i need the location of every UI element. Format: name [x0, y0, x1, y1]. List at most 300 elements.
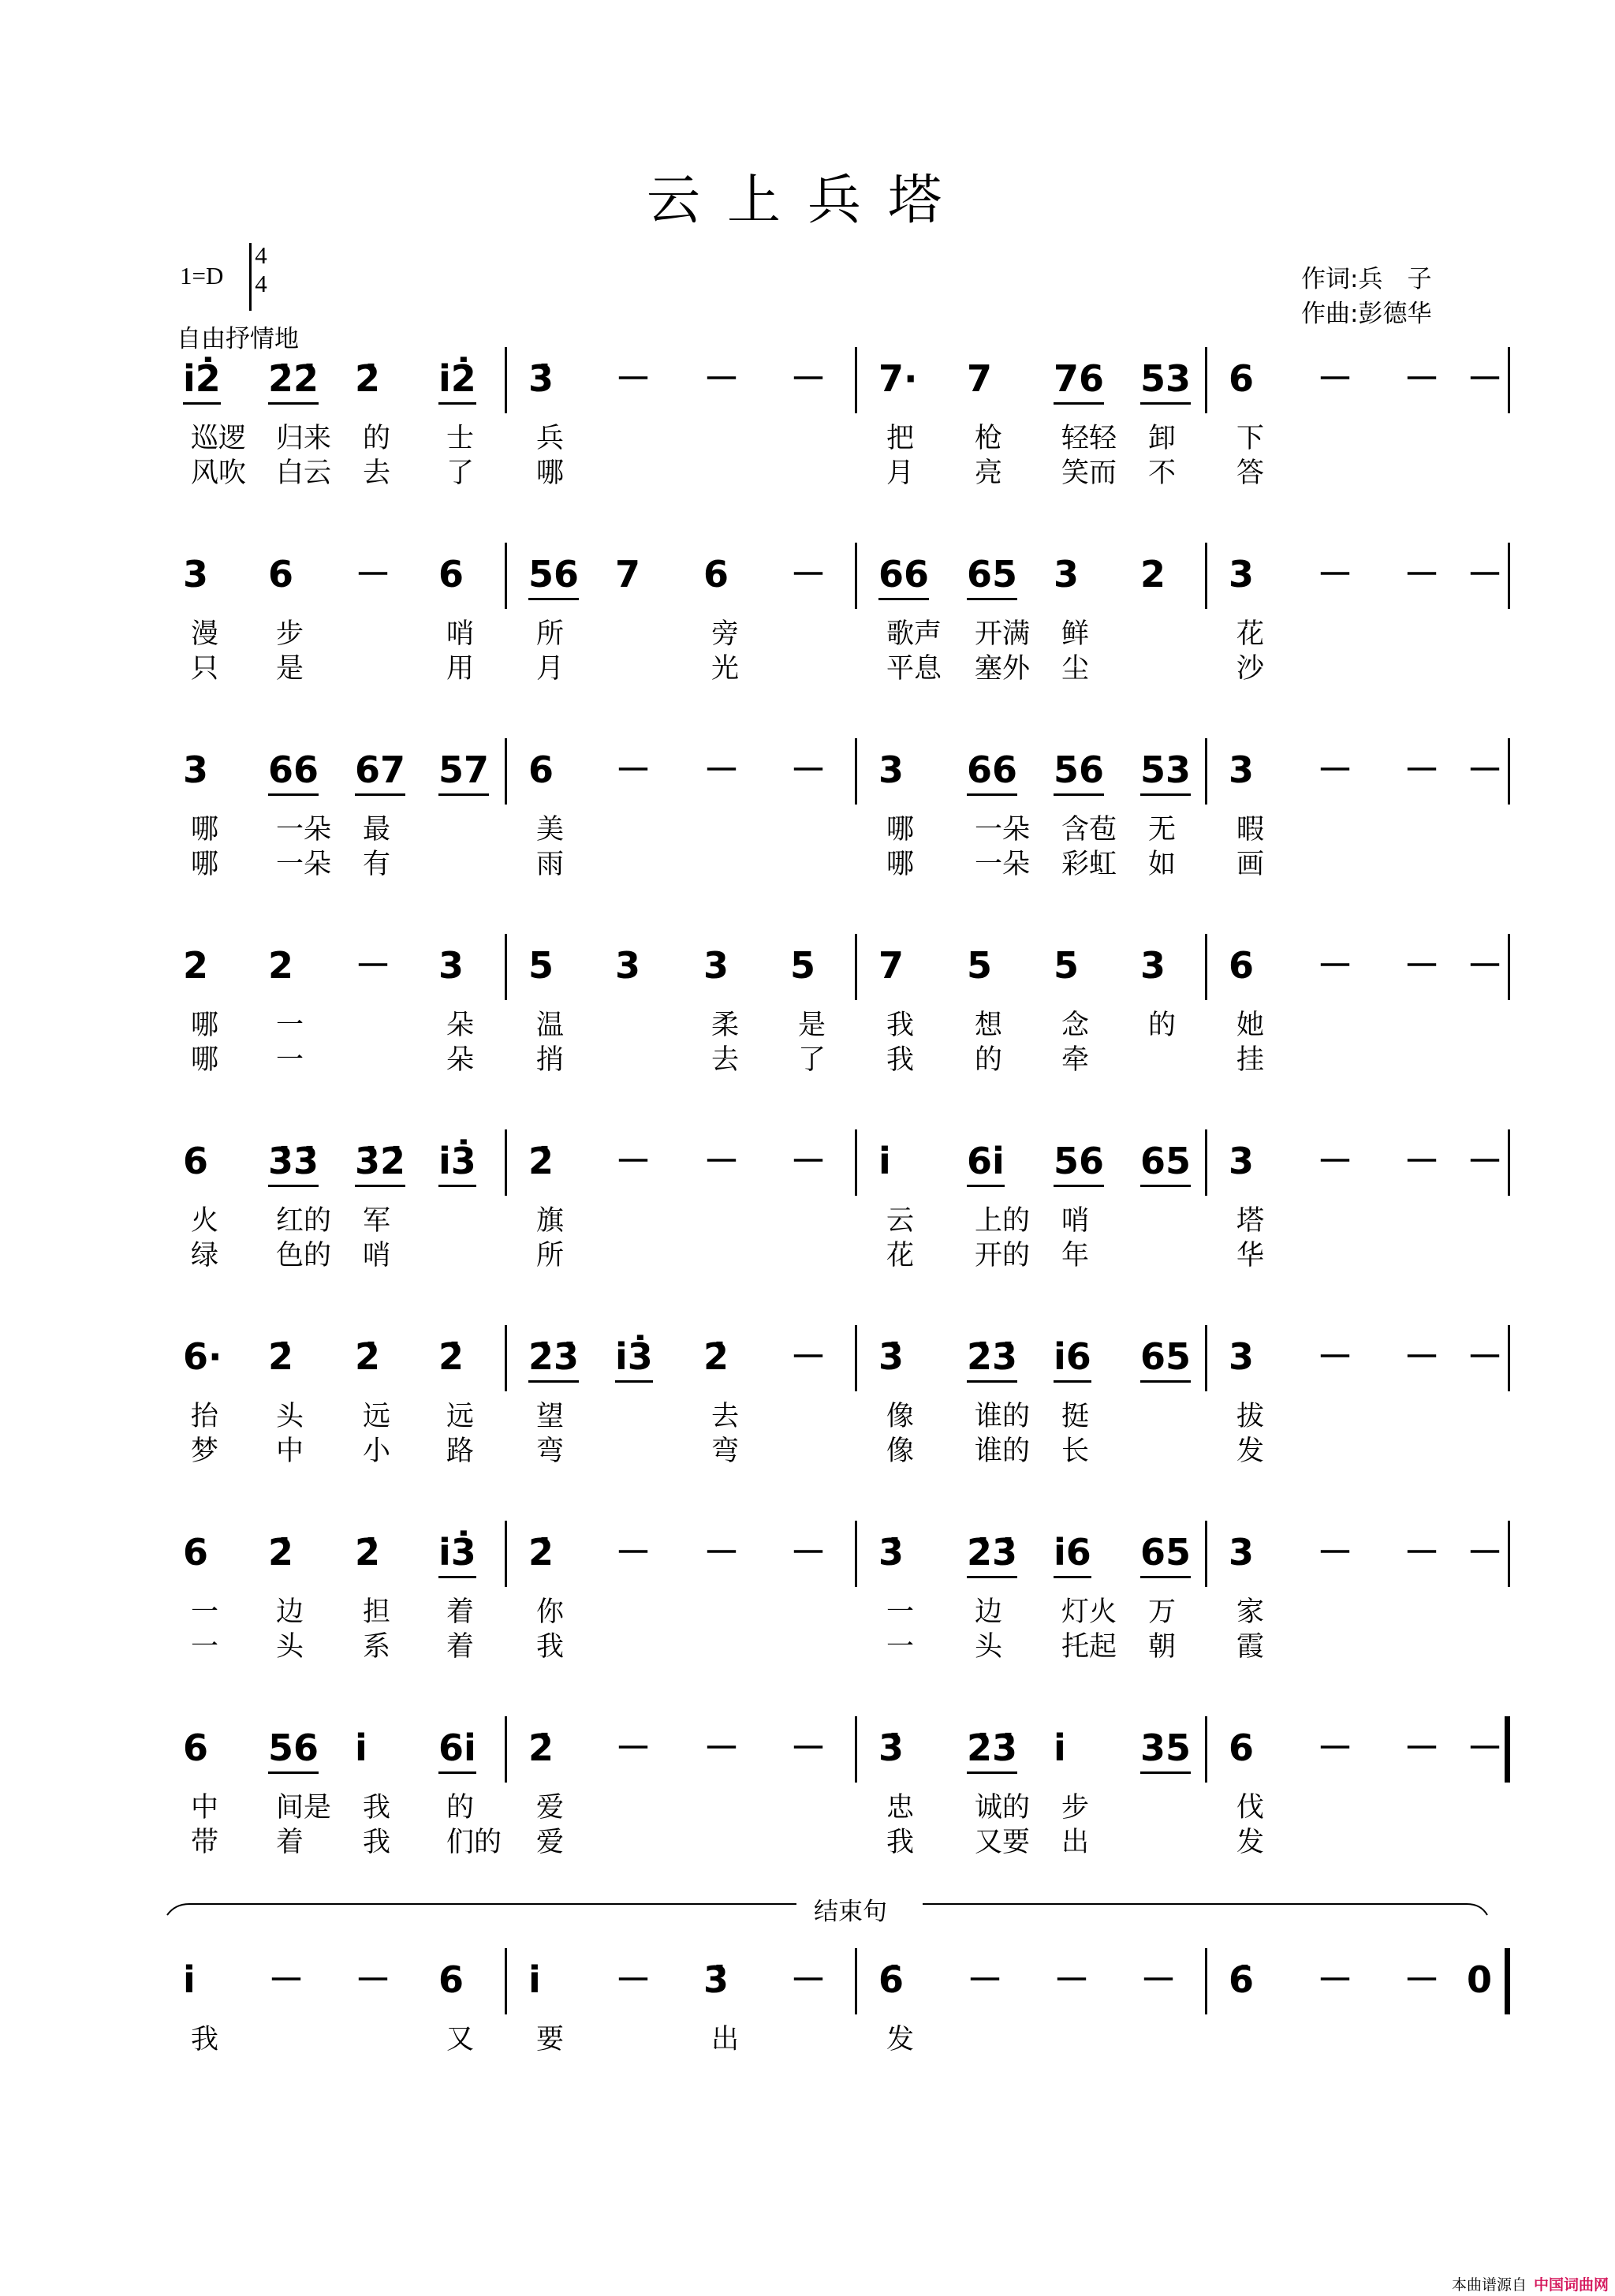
- lyric-verse-1: 像: [886, 1401, 915, 1432]
- lyric-verse-1: 又: [446, 2024, 475, 2055]
- note: 53: [1140, 357, 1191, 405]
- note: 66: [268, 748, 319, 796]
- lyric-verse-1: 我: [886, 1010, 915, 1041]
- note: －: [1404, 1958, 1440, 2001]
- note: －: [1404, 749, 1440, 791]
- lyric-verse-1: 所: [536, 618, 565, 650]
- lyric-verse-2: 中: [276, 1435, 304, 1467]
- note: i6: [1054, 1335, 1091, 1383]
- note: 5: [967, 944, 993, 987]
- lyric-verse-2: 笑而: [1061, 457, 1117, 489]
- lyric-verse-1: 塔: [1236, 1205, 1265, 1237]
- note: －: [1317, 1958, 1353, 2001]
- lyric-verse-2: 有: [363, 849, 391, 880]
- note: 2̇: [268, 1335, 294, 1378]
- note: 65: [1140, 1530, 1191, 1578]
- lyric-verse-1: 担: [363, 1596, 391, 1628]
- lyric-verse-1: 边: [276, 1596, 304, 1628]
- lyric-verse-2: 光: [711, 653, 740, 685]
- note: 6: [703, 553, 729, 595]
- note: －: [1467, 1531, 1503, 1574]
- lyric-verse-2: 哪: [886, 849, 915, 880]
- lyric-verse-2: 朝: [1148, 1631, 1177, 1663]
- note: 3: [878, 749, 904, 791]
- note: 56: [528, 552, 579, 600]
- lyric-verse-1: 红的: [276, 1205, 332, 1237]
- lyric-verse-1: 旗: [536, 1205, 565, 1237]
- note: i: [183, 1958, 196, 2001]
- note: 3̇2̇: [355, 1139, 405, 1187]
- lyric-verse-2: 一朵: [975, 849, 1031, 880]
- note: －: [1317, 553, 1353, 595]
- lyric-verse-2: 所: [536, 1240, 565, 1271]
- lyric-verse-1: 忠: [886, 1792, 915, 1824]
- lyric-verse-1: 哪: [886, 814, 915, 846]
- note: i: [878, 1140, 891, 1182]
- lyric-verse-2: 谁的: [975, 1435, 1031, 1467]
- note: －: [1317, 357, 1353, 400]
- note: 2̇: [528, 1727, 554, 1769]
- note: 2̇: [438, 1335, 464, 1378]
- note: 2: [268, 944, 294, 987]
- note: －: [355, 1958, 391, 2001]
- lyric-verse-2: 画: [1236, 849, 1265, 880]
- note: －: [1404, 1531, 1440, 1574]
- lyric-verse-2: 哪: [191, 1044, 219, 1076]
- note: 6: [183, 1531, 209, 1574]
- footer-source: 本曲谱源自: [1451, 2276, 1527, 2294]
- lyric-verse-1: 要: [536, 2024, 565, 2055]
- lyric-verse-2: 我: [363, 1827, 391, 1858]
- note: i2̇: [183, 357, 221, 405]
- lyric-verse-1: 灯火: [1061, 1596, 1117, 1628]
- note: 2̇: [268, 1531, 294, 1574]
- note: i6: [1054, 1530, 1091, 1578]
- lyric-verse-1: 想: [975, 1010, 1003, 1041]
- lyric-verse-1: 云: [886, 1205, 915, 1237]
- note: －: [703, 1727, 740, 1769]
- lyric-verse-2: 平息: [886, 653, 942, 685]
- tempo-marking: 自由抒情地: [177, 325, 299, 353]
- lyric-verse-1: 含苞: [1061, 814, 1117, 846]
- note: 6: [1229, 357, 1255, 400]
- lyric-verse-1: 我: [191, 2024, 219, 2055]
- lyric-verse-1: 的: [363, 423, 391, 454]
- note: －: [355, 944, 391, 987]
- lyric-verse-1: 头: [276, 1401, 304, 1432]
- lyric-verse-1: 一朵: [276, 814, 332, 846]
- lyric-verse-1: 一: [191, 1596, 219, 1628]
- note: －: [1404, 357, 1440, 400]
- note: －: [615, 1140, 651, 1182]
- note: －: [615, 357, 651, 400]
- note: 2̇: [355, 1531, 381, 1574]
- note: 2̇: [355, 1335, 381, 1378]
- note: 2̇2̇: [268, 357, 319, 405]
- note: －: [790, 1531, 826, 1574]
- lyric-verse-2: 开的: [975, 1240, 1031, 1271]
- lyric-verse-1: 上的: [975, 1205, 1031, 1237]
- lyric-verse-1: 步: [1061, 1792, 1090, 1824]
- lyric-verse-2: 哪: [191, 849, 219, 880]
- note: 6i: [967, 1139, 1005, 1187]
- lyric-verse-2: 牵: [1061, 1044, 1090, 1076]
- lyric-verse-2: 如: [1148, 849, 1177, 880]
- lyric-verse-2: 沙: [1236, 653, 1265, 685]
- lyric-verse-1: 歌声: [886, 618, 942, 650]
- note: 7·: [878, 357, 918, 400]
- note: 2̇3̇: [528, 1335, 579, 1383]
- note: 6̇: [1229, 1958, 1255, 2001]
- lyric-verse-1: 你: [536, 1596, 565, 1628]
- lyric-verse-2: 花: [886, 1240, 915, 1271]
- lyric-verse-1: 漫: [191, 618, 219, 650]
- lyric-verse-1: 哪: [191, 1010, 219, 1041]
- lyric-verse-2: 一朵: [276, 849, 332, 880]
- lyric-verse-1: 一朵: [975, 814, 1031, 846]
- note: －: [1467, 1140, 1503, 1182]
- note: 56: [1054, 1139, 1104, 1187]
- lyric-verse-1: 鲜: [1061, 618, 1090, 650]
- lyric-verse-1: 的: [1148, 1010, 1177, 1041]
- note: 56: [1054, 748, 1104, 796]
- note: i3̇: [615, 1335, 653, 1383]
- lyric-verse-2: 系: [363, 1631, 391, 1663]
- lyric-verse-1: 念: [1061, 1010, 1090, 1041]
- lyric-verse-1: 轻轻: [1061, 423, 1117, 454]
- note: 6: [183, 1140, 209, 1182]
- note: 65: [1140, 1335, 1191, 1383]
- lyric-verse-1: 诚的: [975, 1792, 1031, 1824]
- note: －: [615, 1958, 651, 2001]
- note: 5: [528, 944, 554, 987]
- note: －: [1317, 1140, 1353, 1182]
- note: －: [1404, 944, 1440, 987]
- note: 6: [1229, 944, 1255, 987]
- note: 2: [183, 944, 209, 987]
- lyric-verse-2: 彩虹: [1061, 849, 1117, 880]
- lyric-verse-1: 柔: [711, 1010, 740, 1041]
- lyric-verse-1: 哨: [1061, 1205, 1090, 1237]
- lyric-verse-1: 她: [1236, 1010, 1265, 1041]
- time-signature-bottom: 4: [255, 270, 267, 297]
- lyric-verse-2: 绿: [191, 1240, 219, 1271]
- lyric-verse-1: 把: [886, 423, 915, 454]
- lyric-verse-2: 出: [1061, 1827, 1090, 1858]
- note: 3: [1229, 553, 1255, 595]
- note: －: [703, 749, 740, 791]
- lyric-verse-1: 拔: [1236, 1401, 1265, 1432]
- lyric-verse-1: 远: [363, 1401, 391, 1432]
- lyric-verse-2: 月: [886, 457, 915, 489]
- lyric-verse-2: 霞: [1236, 1631, 1265, 1663]
- note: 57: [438, 748, 489, 796]
- lyric-verse-2: 我: [886, 1044, 915, 1076]
- note: －: [1317, 944, 1353, 987]
- note: 3: [183, 553, 209, 595]
- lyric-verse-2: 尘: [1061, 653, 1090, 685]
- note: 5: [790, 944, 816, 987]
- note: －: [790, 1727, 826, 1769]
- note: －: [1317, 1335, 1353, 1378]
- note: 3̇3̇: [268, 1139, 319, 1187]
- lyric-verse-1: 谁的: [975, 1401, 1031, 1432]
- note: 3: [1229, 749, 1255, 791]
- note: 65: [1140, 1139, 1191, 1187]
- note: 3̇: [878, 1531, 904, 1574]
- note: －: [1467, 553, 1503, 595]
- note: 7: [878, 944, 904, 987]
- note: －: [790, 749, 826, 791]
- note: i3̇: [438, 1530, 476, 1578]
- note: 3̇: [878, 1727, 904, 1769]
- lyric-verse-1: 望: [536, 1401, 565, 1432]
- song-title: 云上兵塔: [646, 170, 968, 232]
- note: 6: [438, 1958, 464, 2001]
- note: 6i: [438, 1726, 476, 1774]
- lyric-verse-2: 又要: [975, 1827, 1031, 1858]
- lyric-verse-1: 朵: [446, 1010, 475, 1041]
- lyric-verse-1: 花: [1236, 618, 1265, 650]
- note: 3: [1140, 944, 1166, 987]
- lyric-verse-1: 挺: [1061, 1401, 1090, 1432]
- lyric-verse-2: 的: [975, 1044, 1003, 1076]
- footer-site: 中国词曲网: [1533, 2276, 1609, 2294]
- lyric-verse-2: 塞外: [975, 653, 1031, 685]
- lyric-verse-2: 白云: [276, 457, 332, 489]
- note: －: [1404, 1727, 1440, 1769]
- note: 3: [438, 944, 464, 987]
- note: －: [1054, 1958, 1090, 2001]
- note: －: [790, 1958, 826, 2001]
- lyric-verse-2: 哪: [536, 457, 565, 489]
- note: 3̇: [703, 1958, 729, 2001]
- lyric-verse-1: 步: [276, 618, 304, 650]
- lyric-verse-1: 归来: [276, 423, 332, 454]
- lyric-verse-1: 家: [1236, 1596, 1265, 1628]
- lyric-verse-2: 一: [191, 1631, 219, 1663]
- lyric-verse-1: 士: [446, 423, 475, 454]
- lyric-verse-1: 暇: [1236, 814, 1265, 846]
- note: 3: [615, 944, 641, 987]
- lyric-verse-2: 了: [798, 1044, 826, 1076]
- note: 6: [528, 749, 554, 791]
- note: i2̇: [438, 357, 476, 405]
- lyric-verse-2: 去: [363, 457, 391, 489]
- note: 56: [268, 1726, 319, 1774]
- lyric-verse-1: 最: [363, 814, 391, 846]
- lyric-verse-2: 我: [886, 1827, 915, 1858]
- lyric-verse-2: 发: [1236, 1827, 1265, 1858]
- lyric-verse-1: 间是: [276, 1792, 332, 1824]
- note: 3: [1054, 553, 1080, 595]
- lyric-verse-1: 着: [446, 1596, 475, 1628]
- note: －: [1404, 1140, 1440, 1182]
- note: 2̇3̇: [967, 1335, 1017, 1383]
- note: i: [528, 1958, 541, 2001]
- lyric-verse-1: 下: [1236, 423, 1265, 454]
- lyric-verse-2: 带: [191, 1827, 219, 1858]
- note: 53: [1140, 748, 1191, 796]
- note: 5: [1054, 944, 1080, 987]
- note: －: [1467, 749, 1503, 791]
- note: 67: [355, 748, 405, 796]
- note: 3: [1229, 1140, 1255, 1182]
- composer-credit: 作曲:彭德华: [1301, 300, 1432, 328]
- lyric-verse-2: 不: [1148, 457, 1177, 489]
- lyric-verse-2: 只: [191, 653, 219, 685]
- lyric-verse-1: 开满: [975, 618, 1031, 650]
- lyric-verse-1: 温: [536, 1010, 565, 1041]
- lyric-verse-2: 哨: [363, 1240, 391, 1271]
- note: 66: [878, 552, 929, 600]
- lyric-verse-2: 一: [276, 1044, 304, 1076]
- note: i3̇: [438, 1139, 476, 1187]
- note: －: [1140, 1958, 1177, 2001]
- note: －: [790, 357, 826, 400]
- lyric-verse-2: 我: [536, 1631, 565, 1663]
- lyric-verse-2: 用: [446, 653, 475, 685]
- note: －: [703, 1140, 740, 1182]
- lyric-verse-2: 弯: [536, 1435, 565, 1467]
- lyric-verse-1: 一: [886, 1596, 915, 1628]
- lyric-verse-2: 风吹: [191, 457, 247, 489]
- lyric-verse-2: 着: [276, 1827, 304, 1858]
- lyric-verse-1: 巡逻: [191, 423, 247, 454]
- note: －: [790, 1335, 826, 1378]
- lyric-verse-2: 去: [711, 1044, 740, 1076]
- lyric-verse-2: 发: [1236, 1435, 1265, 1467]
- note: －: [615, 1531, 651, 1574]
- note: 2̇: [703, 1335, 729, 1378]
- lyric-verse-2: 挂: [1236, 1044, 1265, 1076]
- note: i: [1054, 1727, 1066, 1769]
- lyric-verse-2: 小: [363, 1435, 391, 1467]
- lyric-verse-2: 月: [536, 653, 565, 685]
- lyric-verse-2: 爱: [536, 1827, 565, 1858]
- note: 2̇3̇: [967, 1530, 1017, 1578]
- note: －: [703, 357, 740, 400]
- note: －: [1467, 944, 1503, 987]
- note: －: [703, 1531, 740, 1574]
- lyric-verse-2: 捎: [536, 1044, 565, 1076]
- lyric-verse-2: 朵: [446, 1044, 475, 1076]
- lyric-verse-1: 火: [191, 1205, 219, 1237]
- lyric-verse-2: 答: [1236, 457, 1265, 489]
- ending-label: 结束句: [806, 1891, 895, 1927]
- lyric-verse-1: 远: [446, 1401, 475, 1432]
- lyric-verse-2: 长: [1061, 1435, 1090, 1467]
- lyric-verse-1: 的: [446, 1792, 475, 1824]
- lyric-verse-1: 中: [191, 1792, 219, 1824]
- lyric-verse-1: 万: [1148, 1596, 1177, 1628]
- note: 0: [1467, 1958, 1493, 2001]
- lyric-verse-2: 头: [975, 1631, 1003, 1663]
- note: －: [1404, 1335, 1440, 1378]
- note: 2̇: [355, 357, 381, 400]
- note: 2̇3̇: [967, 1726, 1017, 1774]
- lyric-verse-1: 卸: [1148, 423, 1177, 454]
- note: －: [1317, 749, 1353, 791]
- note: i: [355, 1727, 367, 1769]
- lyric-verse-2: 雨: [536, 849, 565, 880]
- note: 3̇: [878, 1335, 904, 1378]
- lyric-verse-1: 是: [798, 1010, 826, 1041]
- note: 3: [703, 944, 729, 987]
- note: 35: [1140, 1726, 1191, 1774]
- lyric-verse-1: 军: [363, 1205, 391, 1237]
- note: －: [790, 553, 826, 595]
- lyric-verse-1: 边: [975, 1596, 1003, 1628]
- note: －: [615, 1727, 651, 1769]
- note: 6: [1229, 1727, 1255, 1769]
- note: －: [1467, 1335, 1503, 1378]
- lyric-verse-1: 去: [711, 1401, 740, 1432]
- note: 3: [1229, 1335, 1255, 1378]
- note: 3̇: [528, 357, 554, 400]
- lyric-verse-1: 抬: [191, 1401, 219, 1432]
- lyric-verse-2: 年: [1061, 1240, 1090, 1271]
- lyric-verse-1: 伐: [1236, 1792, 1265, 1824]
- lyric-verse-2: 华: [1236, 1240, 1265, 1271]
- lyric-verse-1: 哨: [446, 618, 475, 650]
- note: 2̇: [528, 1140, 554, 1182]
- note: －: [268, 1958, 304, 2001]
- lyric-verse-1: 无: [1148, 814, 1177, 846]
- lyric-verse-2: 一: [886, 1631, 915, 1663]
- note: 6: [183, 1727, 209, 1769]
- lyric-verse-2: 弯: [711, 1435, 740, 1467]
- note: －: [1317, 1531, 1353, 1574]
- lyric-verse-1: 出: [711, 2024, 740, 2055]
- lyric-verse-1: 发: [886, 2024, 915, 2055]
- note: －: [1404, 553, 1440, 595]
- note: 3: [1229, 1531, 1255, 1574]
- lyric-verse-2: 是: [276, 653, 304, 685]
- lyric-verse-1: 爱: [536, 1792, 565, 1824]
- note: 6: [438, 553, 464, 595]
- lyric-verse-1: 美: [536, 814, 565, 846]
- note: －: [1317, 1727, 1353, 1769]
- lyric-verse-2: 了: [446, 457, 475, 489]
- time-signature-top: 4: [255, 241, 267, 269]
- lyric-verse-2: 托起: [1061, 1631, 1117, 1663]
- lyric-verse-2: 色的: [276, 1240, 332, 1271]
- note: 3: [183, 749, 209, 791]
- lyricist-credit: 作词:兵 子: [1301, 265, 1432, 293]
- note: 6: [268, 553, 294, 595]
- lyric-verse-1: 兵: [536, 423, 565, 454]
- note: －: [1467, 1727, 1503, 1769]
- note: 6̇: [878, 1958, 904, 2001]
- final-bar-line: [1505, 1948, 1509, 2014]
- note: 7: [615, 553, 641, 595]
- note: －: [355, 553, 391, 595]
- final-bar-line: [1505, 1716, 1509, 1783]
- note: －: [790, 1140, 826, 1182]
- lyric-verse-1: 枪: [975, 423, 1003, 454]
- note: 2̇: [528, 1531, 554, 1574]
- note: 7: [967, 357, 993, 400]
- note: －: [967, 1958, 1003, 2001]
- note: －: [615, 749, 651, 791]
- note: 76: [1054, 357, 1104, 405]
- note: 66: [967, 748, 1017, 796]
- lyric-verse-1: 哪: [191, 814, 219, 846]
- key-signature: 1=D: [180, 262, 224, 289]
- lyric-verse-2: 着: [446, 1631, 475, 1663]
- note: －: [1467, 357, 1503, 400]
